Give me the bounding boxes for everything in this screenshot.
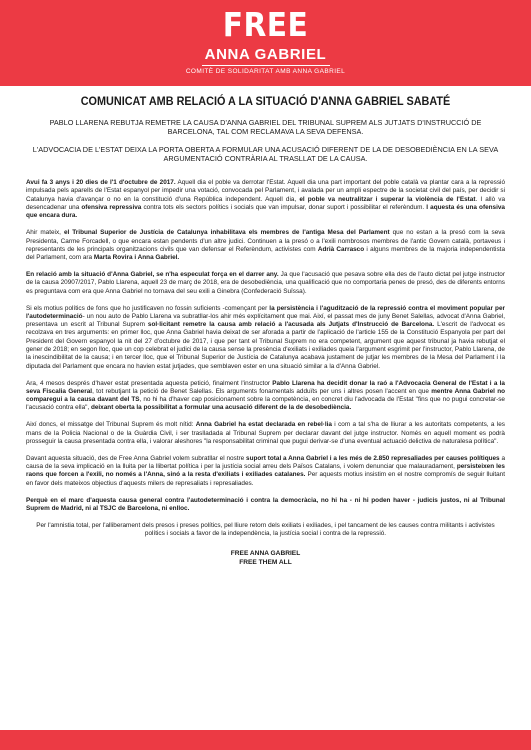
p6-text-a: Així doncs, el missatge del Tribunal Suprem és molt nítid: [26,421,196,429]
signature-line-2: FREE THEM ALL [239,558,292,566]
p2-text-c: que no estan a la presó com la seva Presidenta, Carme Forcadell, o que encara estan pendents d'un altre judici. Continuen a la presó o a l'exili nombrosos membres de l'antic Govern català, portaveus i representants de les principals organitzacions civils que van defensar el Referèndum, activistes com [26,229,505,253]
header-banner [0,0,531,86]
footer-band [0,730,531,750]
p5-emphasis-f: deixant oberta la possibilitat a formular una acusació diferent de la de desobediència. [90,404,352,412]
p7-emphasis-d: persisteixen les raons que forcen a l'exili, no només a l'Anna, sinó a la resta d'exiliats i exiliades catalanes. [26,463,505,479]
p6-text-c: i com a tal s'ha de lliurar a les autoritats competents, a les mans de la Policia Nacional o de la Guàrdia Civil, i ser traslladada al Tribunal Suprem per declarar davant del jutge instructor. Només en aquell moment es podrà prosseguir la causa presentada contra ella, i valorar aleshores "la responsabilitat criminal que pugui derivar-se d'una eventual actuació delictiva de naturalesa política". [26,421,505,445]
p2-emphasis-b: el Tribunal Superior de Justícia de Catalunya inhabilitava els membres de l'antiga Mesa del Parlament [63,229,390,237]
p4-text-c: - un nou auto de Pablo Llarena va subratllar-los ahir més explícitament que mai. Així, el passat mes de juny Benet Salellas, advocat d'Anna Gabriel, presentava un escrit al Tribunal Suprem [26,312,505,329]
p1-emphasis-g: I aquesta és una ofensiva que encara dura. [26,204,505,220]
paragraph-8: Perquè en el marc d'aquesta causa general contra l'autodeterminació i contra la democràcia, no hi ha - ni hi poden haver - judicis justos, ni al Tribunal Suprem de Madrid, ni al TSJC de Barcelona, ni enlloc. [26,496,505,512]
p7-text-c: a causa de la seva implicació en la lluita per la llibertat política i per la justícia social arreu dels Països Catalans, i volem denunciar que malauradament, [26,454,505,471]
p1-emphasis-a: Avui fa 3 anys i 20 dies de l'1 d'octubre de 2017. [26,179,176,187]
p5-emphasis-d: mentre Anna Gabriel no comparegui a la causa davant del TS [26,387,505,404]
p4-emphasis-d: sol·licitant remetre la causa amb relació a l'acusada als Jutjats d'Instrucció de Barcelona. [147,321,435,329]
anna-gabriel-logo-text: ANNA GABRIEL [204,46,327,63]
p1-text-b: Aquell dia el poble va derrotar l'Estat. Aquell dia una part important del poble català va plantar cara a la repressió impulsada pels aparells de l'Estat espanyol per impedir una votació, convocada pel Parlament, i avalada per un ampli espectre de la societat civil del país, per decidir si Catalunya havia d'avançar o no en la constitució d'una República independent. Aquell dia, [26,179,505,203]
p1-text-d: . I allò va desencadenar una [26,195,506,212]
paragraph-9: Per l'amnistia total, per l'alliberament dels presos i preses polítics, pel lliure retorn dels exiliats i exiliades, i pel tancament de les causes contra militants i activistes polítics i socials a favor de la independència, la justícia social i contra de la repressió. [36,521,495,538]
document-title: COMUNICAT AMB RELACIÓ A LA SITUACIÓ D'ANNA GABRIEL SABATÉ [80,94,451,108]
p7-emphasis-b: suport total a Anna Gabriel i a les més de 2.850 represaliades per causes polítiques [246,454,500,462]
p3-text-b: Ja que l'acusació que pesava sobre ella des de l'auto dictat pel jutge instructor de la causa 20907/2017, Pablo Llarena, aquell 23 de març de 2018, era de desobediència, una qualificació que no comportaria penes de presó, des de diferents entorns es preguntava com era que Anna Gabriel no tornava del seu exili a Ginebra (Confederació Suïssa). [26,271,505,295]
paragraph-4 [26,305,505,371]
p1-text-f: contra tots els sectors polítics i socials que van impulsar, donar suport i possibilitar el referèndum. [141,204,427,212]
signature-block [26,550,505,567]
committee-name: COMITÈ DE SOLIDARITAT AMB ANNA GABRIEL [185,68,346,75]
p4-emphasis-b: la persistència i l'agudització de la repressió contra el moviment popular per l'autodeterminació [26,304,505,320]
p4-text-a: Si els motius polítics de fons que ho justificaven no fossin suficients -començant per [26,304,270,312]
p5-text-e: , no hi ha d'haver cap posicionament sobre la competència, en concret diu l'advocada de l'Estat "fins que no pugui concretar-se l'acusació contra ella", [26,396,505,412]
p6-emphasis-b: Anna Gabriel ha estat declarada en rebel·lia [195,421,332,429]
p7-text-e: Per aquests motius insistim en el nostre compromís de seguir lluitant en favor dels mateixos objectius d'aquests milers de represaliats i represaliades. [26,471,505,487]
p2-emphasis-d: Adrià Carrasco [317,245,365,253]
paragraph-2 [26,229,505,262]
paragraph-7 [26,455,505,488]
paragraph-3 [26,271,505,296]
p1-emphasis-e: ofensiva repressiva [81,204,142,212]
p1-emphasis-c: el poble va neutralitzar i superar la violència de l'Estat [299,195,476,203]
signature-line-1: FREE ANNA GABRIEL [230,550,301,558]
p5-text-a: Ara, 4 mesos després d'haver estat presentada aquesta petició, finalment l'instructor [26,379,273,387]
p2-text-e: i alguns membres de la majoria independentista del Parlament, com ara [26,245,505,262]
free-logo-text: FREE [222,5,309,44]
p4-text-e: L'escrit de l'advocat es recolzava en tres arguments: en primer lloc, que Anna Gabriel havia deixat de ser aforada a partir de l'aplicació de l'article 155 de la Constitució Espanyola per part del President del Govern espanyol la nit del 27 d'octubre de 2017, i que per tant el Tribunal Suprem no era competent, argument que aquest tribunal ja havia rebutjat el gener de 2018; en segon lloc, que un cop celebrat el judici de la causa sense la presència d'exiliats i exiliades queia l'argument esgrimit per l'instructor, Pablo Llarena, de la inescindibilitat de la causa; i en tercer lloc, que el Tribunal Superior de Justícia de Catalunya acabava justament de jutjar les membres de la Mesa del Parlament i la diputada del Parlament que encara no havien estat jutjades, que semblaven ester en una situació similar a la d'Anna Gabriel. [26,321,505,370]
paragraph-6 [26,421,505,446]
p2-emphasis-f: Marta Rovira i Anna Gabriel. [93,254,180,262]
p5-emphasis-b: Pablo Llarena ha decidit donar la raó a l'Advocacia General de l'Estat i a la seva Fiscalia General [26,379,505,395]
p2-text-a: Ahir mateix, [26,229,64,237]
p3-emphasis-a: En relació amb la situació d'Anna Gabriel, se n'ha especulat força en el darrer any. [26,271,279,279]
p5-text-c: , tot rebutjant la petició de Benet Salellas. Els arguments fonamentals adduïts per uns i altres posen l'accent en que [92,387,432,395]
paragraph-5 [26,380,505,413]
header-divider [202,65,330,66]
p7-text-a: Davant aquesta situació, des de Free Anna Gabriel volem subratllar el nostre [26,454,247,462]
lead-paragraph-1: PABLO LLARENA REBUTJA REMETRE LA CAUSA D'ANNA GABRIEL DEL TRIBUNAL SUPREM ALS JUTJATS D'INSTRUCCIÓ DE BARCELONA, TAL COM RECLAMAVA LA SEVA DEFENSA. [49,118,482,137]
lead-paragraph-2: L'ADVOCACIA DE L'ESTAT DEIXA LA PORTA OBERTA A FORMULAR UNA ACUSACIÓ DIFERENT DE LA DE DESOBEDIÈNCIA EN LA SEVA ARGUMENTACIÓ CONTRÀRIA AL TRASLLAT DE LA CAUSA. [32,144,499,163]
document-body [26,93,505,567]
paragraph-1 [26,179,505,220]
